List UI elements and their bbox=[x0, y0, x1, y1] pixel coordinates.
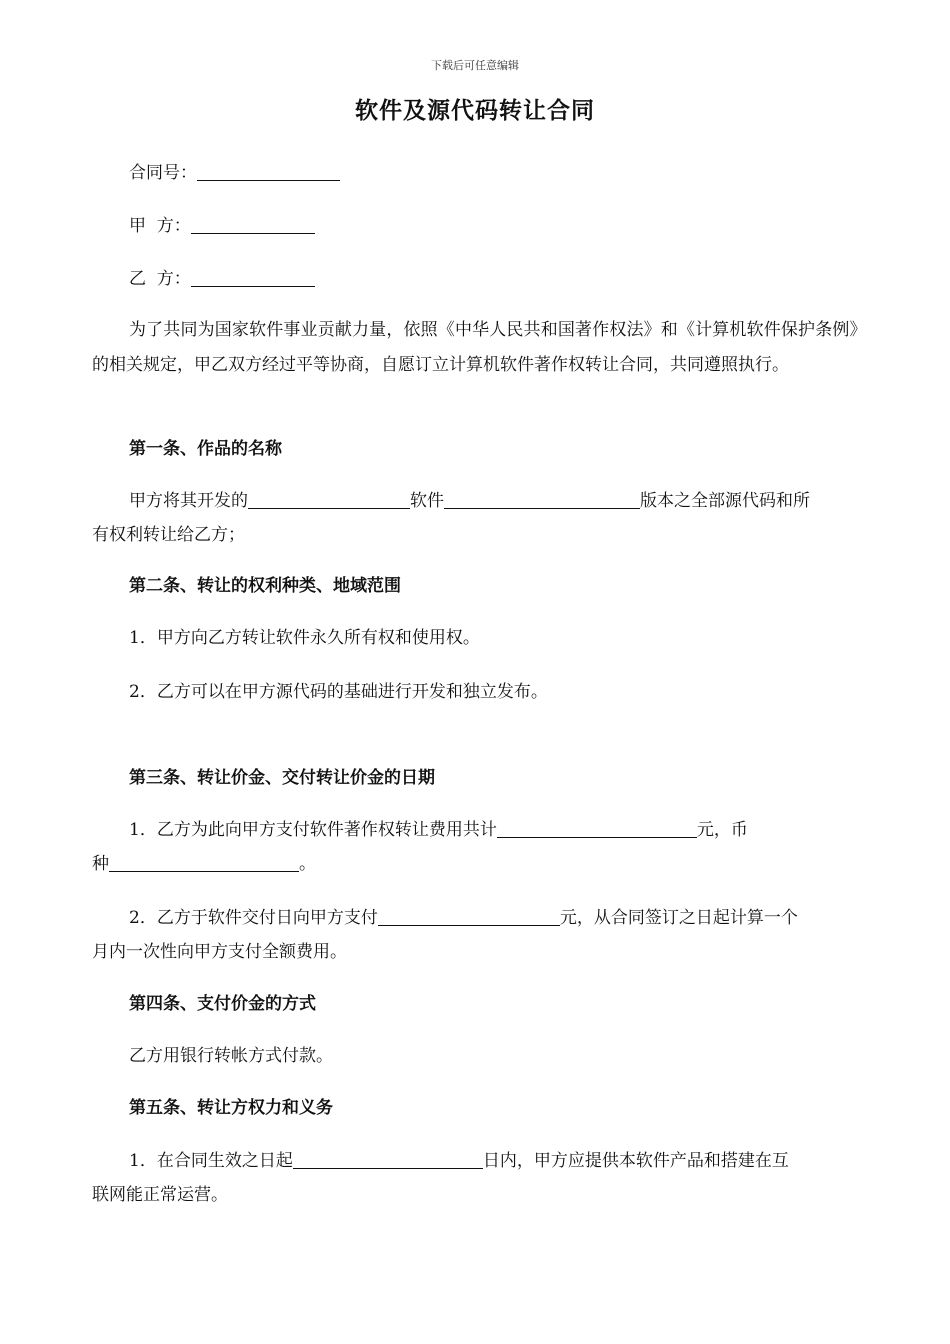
article-4-text: 乙方用银行转帐方式付款。 bbox=[129, 1046, 333, 1066]
article-1-text-2: 软件 bbox=[410, 491, 444, 511]
party-b-label: 乙 方： bbox=[129, 269, 191, 289]
party-b-blank bbox=[191, 269, 315, 287]
article-3-item-2-text-a: 2．乙方于软件交付日向甲方支付 bbox=[129, 908, 378, 928]
article-3-item-1-text-d: 。 bbox=[299, 854, 316, 874]
article-5-item-1-line-2: 联网能正常运营。 bbox=[92, 1185, 228, 1205]
contract-no-label: 合同号： bbox=[129, 163, 197, 183]
party-a-blank bbox=[191, 216, 315, 234]
fee-amount-blank bbox=[497, 820, 697, 838]
payment-blank bbox=[378, 908, 560, 926]
article-3-item-1-line-1 bbox=[129, 819, 748, 841]
days-blank bbox=[293, 1151, 483, 1169]
contract-no-blank bbox=[197, 163, 340, 181]
header-note: 下载后可任意编辑 bbox=[431, 59, 519, 72]
article-5-item-1-line-1 bbox=[129, 1150, 789, 1172]
version-blank bbox=[444, 491, 640, 509]
article-2-item-2: 2．乙方可以在甲方源代码的基础进行开发和独立发布。 bbox=[129, 682, 548, 702]
article-3-item-2-text-b: 元，从合同签订之日起计算一个 bbox=[559, 908, 798, 928]
article-3-item-1-text-b: 元，币 bbox=[696, 820, 748, 840]
article-1-text-1: 甲方将其开发的 bbox=[129, 491, 248, 511]
article-3-item-2-line-1 bbox=[129, 907, 798, 929]
article-1-text-3: 版本之全部源代码和所 bbox=[640, 491, 810, 511]
contract-no-field bbox=[129, 162, 340, 184]
party-a-field bbox=[129, 215, 315, 237]
article-1-line-2: 有权利转让给乙方； bbox=[92, 525, 245, 545]
party-b-field bbox=[129, 268, 315, 290]
article-5-item-1-text-b: 日内，甲方应提供本软件产品和搭建在互 bbox=[482, 1151, 789, 1171]
article-3-item-1-text-a: 1．乙方为此向甲方支付软件著作权转让费用共计 bbox=[129, 820, 497, 840]
article-2-item-1: 1．甲方向乙方转让软件永久所有权和使用权。 bbox=[129, 628, 480, 648]
party-a-label: 甲 方： bbox=[129, 216, 191, 236]
article-3-item-1-line-2 bbox=[92, 853, 316, 875]
article-3-heading: 第三条、转让价金、交付转让价金的日期 bbox=[129, 768, 435, 788]
article-1-line-1 bbox=[129, 490, 810, 512]
article-4-heading: 第四条、支付价金的方式 bbox=[129, 994, 316, 1014]
article-5-item-1-text-a: 1．在合同生效之日起 bbox=[129, 1151, 293, 1171]
article-3-item-2-line-2: 月内一次性向甲方支付全额费用。 bbox=[92, 942, 347, 962]
intro-paragraph: 为了共同为国家软件事业贡献力量，依照《中华人民共和国著作权法》和《计算机软件保护条例》的相关规定，甲乙双方经过平等协商，自愿订立计算机软件著作权转让合同，共同遵照执行。 bbox=[92, 320, 858, 375]
document-title: 软件及源代码转让合同 bbox=[355, 97, 595, 124]
software-name-blank bbox=[248, 491, 410, 509]
article-2-heading: 第二条、转让的权利种类、地域范围 bbox=[129, 576, 401, 596]
article-1-heading: 第一条、作品的名称 bbox=[129, 439, 282, 459]
currency-blank bbox=[109, 854, 299, 872]
article-3-item-1-text-c: 种 bbox=[92, 854, 109, 874]
article-5-heading: 第五条、转让方权力和义务 bbox=[129, 1098, 333, 1118]
